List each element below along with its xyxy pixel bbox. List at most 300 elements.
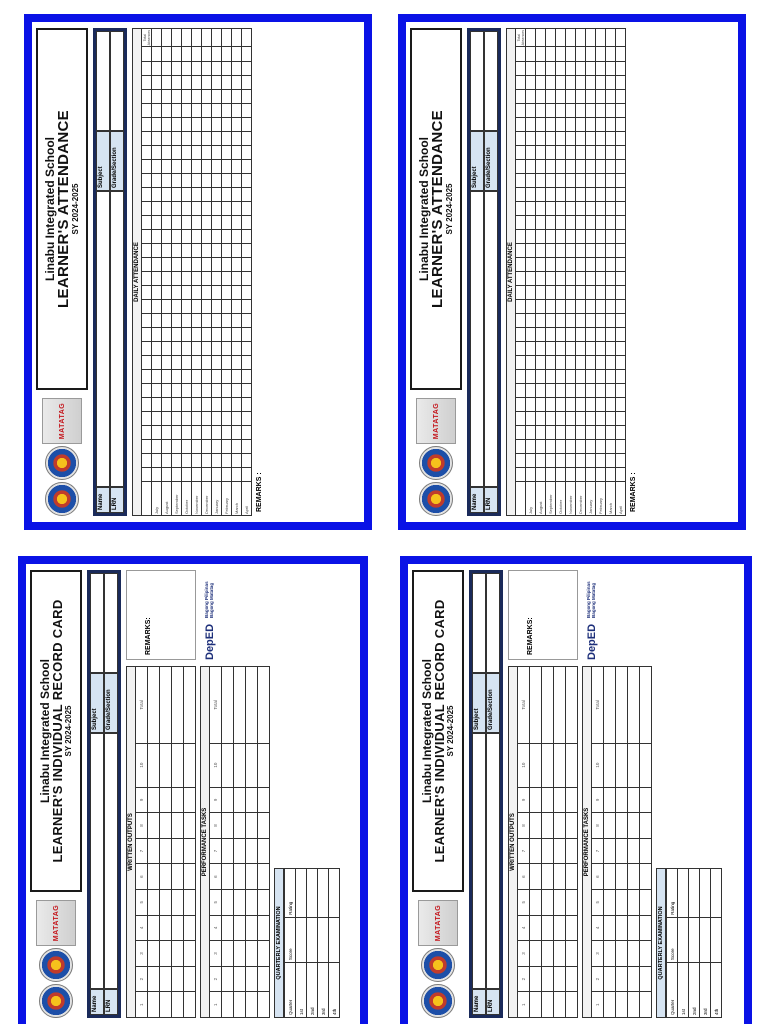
day-cell[interactable] <box>596 313 606 327</box>
score-cell[interactable] <box>566 838 578 864</box>
day-cell[interactable] <box>586 257 596 271</box>
day-cell[interactable] <box>152 383 162 397</box>
day-cell[interactable] <box>202 187 212 201</box>
total-cell[interactable] <box>566 29 576 47</box>
day-cell[interactable] <box>616 397 626 411</box>
score-cell[interactable] <box>246 864 258 890</box>
score-cell[interactable] <box>542 743 554 787</box>
day-cell[interactable] <box>232 173 242 187</box>
day-cell[interactable] <box>182 453 192 467</box>
day-cell[interactable] <box>202 299 212 313</box>
day-cell[interactable] <box>172 467 182 481</box>
day-cell[interactable] <box>616 355 626 369</box>
day-cell[interactable] <box>212 131 222 145</box>
day-cell[interactable] <box>232 313 242 327</box>
day-cell[interactable] <box>546 299 556 313</box>
day-cell[interactable] <box>586 341 596 355</box>
day-cell[interactable] <box>616 75 626 89</box>
day-cell[interactable] <box>222 131 232 145</box>
day-cell[interactable] <box>162 453 172 467</box>
day-cell[interactable] <box>232 285 242 299</box>
quarter-score-cell[interactable] <box>678 917 689 962</box>
day-cell[interactable] <box>202 145 212 159</box>
total-cell[interactable] <box>606 29 616 47</box>
day-cell[interactable] <box>172 145 182 159</box>
day-cell[interactable] <box>212 383 222 397</box>
score-cell[interactable] <box>554 966 566 992</box>
day-cell[interactable] <box>232 439 242 453</box>
day-cell[interactable] <box>152 229 162 243</box>
day-cell[interactable] <box>192 383 202 397</box>
day-cell[interactable] <box>242 341 252 355</box>
day-cell[interactable] <box>606 299 616 313</box>
day-cell[interactable] <box>242 103 252 117</box>
day-cell[interactable] <box>526 453 536 467</box>
day-cell[interactable] <box>192 299 202 313</box>
day-cell[interactable] <box>586 243 596 257</box>
day-cell[interactable] <box>172 299 182 313</box>
day-cell[interactable] <box>212 327 222 341</box>
day-cell[interactable] <box>526 397 536 411</box>
day-cell[interactable] <box>566 453 576 467</box>
day-cell[interactable] <box>222 243 232 257</box>
day-cell[interactable] <box>606 215 616 229</box>
day-cell[interactable] <box>586 299 596 313</box>
day-cell[interactable] <box>182 257 192 271</box>
score-cell[interactable] <box>160 864 172 890</box>
score-cell[interactable] <box>604 941 616 967</box>
score-cell[interactable] <box>246 838 258 864</box>
day-cell[interactable] <box>586 383 596 397</box>
day-cell[interactable] <box>576 75 586 89</box>
score-cell[interactable] <box>542 838 554 864</box>
day-cell[interactable] <box>566 327 576 341</box>
day-cell[interactable] <box>172 215 182 229</box>
quarter-rating-cell[interactable] <box>296 869 307 918</box>
day-cell[interactable] <box>566 257 576 271</box>
day-cell[interactable] <box>222 145 232 159</box>
score-cell[interactable] <box>628 966 640 992</box>
day-cell[interactable] <box>242 243 252 257</box>
day-cell[interactable] <box>546 341 556 355</box>
day-cell[interactable] <box>232 243 242 257</box>
day-cell[interactable] <box>202 327 212 341</box>
day-cell[interactable] <box>596 215 606 229</box>
day-cell[interactable] <box>232 257 242 271</box>
day-cell[interactable] <box>596 341 606 355</box>
day-cell[interactable] <box>616 145 626 159</box>
name-field[interactable] <box>90 733 104 989</box>
day-cell[interactable] <box>546 369 556 383</box>
day-cell[interactable] <box>576 299 586 313</box>
day-cell[interactable] <box>212 89 222 103</box>
day-cell[interactable] <box>182 75 192 89</box>
day-cell[interactable] <box>546 313 556 327</box>
day-cell[interactable] <box>232 215 242 229</box>
score-cell[interactable] <box>542 813 554 839</box>
day-cell[interactable] <box>152 285 162 299</box>
day-cell[interactable] <box>182 313 192 327</box>
day-cell[interactable] <box>212 271 222 285</box>
day-cell[interactable] <box>152 453 162 467</box>
day-cell[interactable] <box>546 467 556 481</box>
day-cell[interactable] <box>242 173 252 187</box>
day-cell[interactable] <box>212 201 222 215</box>
day-cell[interactable] <box>556 369 566 383</box>
day-cell[interactable] <box>536 145 546 159</box>
day-cell[interactable] <box>526 159 536 173</box>
score-cell[interactable] <box>616 864 628 890</box>
score-cell[interactable] <box>566 889 578 915</box>
day-cell[interactable] <box>152 243 162 257</box>
day-cell[interactable] <box>556 411 566 425</box>
quarter-score-cell[interactable] <box>329 917 340 962</box>
day-cell[interactable] <box>202 131 212 145</box>
day-cell[interactable] <box>546 271 556 285</box>
score-cell[interactable] <box>246 992 258 1018</box>
day-cell[interactable] <box>616 201 626 215</box>
score-cell[interactable] <box>246 941 258 967</box>
score-cell[interactable] <box>616 966 628 992</box>
score-cell[interactable] <box>234 941 246 967</box>
day-cell[interactable] <box>566 145 576 159</box>
score-cell[interactable] <box>566 992 578 1018</box>
day-cell[interactable] <box>212 47 222 61</box>
day-cell[interactable] <box>162 201 172 215</box>
day-cell[interactable] <box>242 159 252 173</box>
day-cell[interactable] <box>586 75 596 89</box>
day-cell[interactable] <box>202 397 212 411</box>
score-cell[interactable] <box>148 667 160 744</box>
day-cell[interactable] <box>182 271 192 285</box>
day-cell[interactable] <box>526 145 536 159</box>
score-cell[interactable] <box>184 915 196 941</box>
score-cell[interactable] <box>258 889 270 915</box>
day-cell[interactable] <box>576 425 586 439</box>
day-cell[interactable] <box>222 341 232 355</box>
score-cell[interactable] <box>616 813 628 839</box>
day-cell[interactable] <box>222 425 232 439</box>
day-cell[interactable] <box>172 89 182 103</box>
day-cell[interactable] <box>162 145 172 159</box>
day-cell[interactable] <box>232 355 242 369</box>
day-cell[interactable] <box>152 145 162 159</box>
score-cell[interactable] <box>554 743 566 787</box>
day-cell[interactable] <box>172 453 182 467</box>
day-cell[interactable] <box>606 425 616 439</box>
day-cell[interactable] <box>162 271 172 285</box>
day-cell[interactable] <box>576 229 586 243</box>
day-cell[interactable] <box>596 439 606 453</box>
quarter-rating-cell[interactable] <box>689 869 700 918</box>
day-cell[interactable] <box>162 425 172 439</box>
day-cell[interactable] <box>192 131 202 145</box>
score-cell[interactable] <box>148 966 160 992</box>
day-cell[interactable] <box>566 439 576 453</box>
day-cell[interactable] <box>202 383 212 397</box>
day-cell[interactable] <box>222 299 232 313</box>
day-cell[interactable] <box>222 61 232 75</box>
day-cell[interactable] <box>606 131 616 145</box>
day-cell[interactable] <box>212 103 222 117</box>
score-cell[interactable] <box>234 787 246 813</box>
day-cell[interactable] <box>192 411 202 425</box>
day-cell[interactable] <box>192 215 202 229</box>
score-cell[interactable] <box>640 889 652 915</box>
score-cell[interactable] <box>172 941 184 967</box>
day-cell[interactable] <box>222 439 232 453</box>
day-cell[interactable] <box>566 383 576 397</box>
day-cell[interactable] <box>182 369 192 383</box>
day-cell[interactable] <box>606 103 616 117</box>
score-cell[interactable] <box>616 667 628 744</box>
day-cell[interactable] <box>556 173 566 187</box>
score-cell[interactable] <box>640 743 652 787</box>
day-cell[interactable] <box>546 215 556 229</box>
day-cell[interactable] <box>616 47 626 61</box>
lrn-field[interactable] <box>110 191 124 487</box>
day-cell[interactable] <box>536 201 546 215</box>
day-cell[interactable] <box>566 369 576 383</box>
score-cell[interactable] <box>234 813 246 839</box>
day-cell[interactable] <box>566 131 576 145</box>
day-cell[interactable] <box>536 411 546 425</box>
day-cell[interactable] <box>566 285 576 299</box>
score-cell[interactable] <box>530 864 542 890</box>
day-cell[interactable] <box>606 229 616 243</box>
day-cell[interactable] <box>606 75 616 89</box>
day-cell[interactable] <box>242 89 252 103</box>
day-cell[interactable] <box>232 201 242 215</box>
day-cell[interactable] <box>182 201 192 215</box>
day-cell[interactable] <box>586 271 596 285</box>
day-cell[interactable] <box>596 47 606 61</box>
quarter-score-cell[interactable] <box>689 917 700 962</box>
score-cell[interactable] <box>530 743 542 787</box>
day-cell[interactable] <box>222 327 232 341</box>
total-cell[interactable] <box>546 29 556 47</box>
day-cell[interactable] <box>212 369 222 383</box>
score-cell[interactable] <box>246 813 258 839</box>
day-cell[interactable] <box>232 271 242 285</box>
day-cell[interactable] <box>606 271 616 285</box>
day-cell[interactable] <box>616 467 626 481</box>
day-cell[interactable] <box>242 131 252 145</box>
day-cell[interactable] <box>192 61 202 75</box>
day-cell[interactable] <box>566 117 576 131</box>
day-cell[interactable] <box>596 411 606 425</box>
score-cell[interactable] <box>628 864 640 890</box>
day-cell[interactable] <box>536 299 546 313</box>
day-cell[interactable] <box>536 397 546 411</box>
day-cell[interactable] <box>172 397 182 411</box>
score-cell[interactable] <box>604 864 616 890</box>
day-cell[interactable] <box>556 243 566 257</box>
day-cell[interactable] <box>242 75 252 89</box>
score-cell[interactable] <box>246 787 258 813</box>
score-cell[interactable] <box>234 838 246 864</box>
day-cell[interactable] <box>152 327 162 341</box>
day-cell[interactable] <box>606 145 616 159</box>
day-cell[interactable] <box>242 201 252 215</box>
score-cell[interactable] <box>160 941 172 967</box>
day-cell[interactable] <box>152 467 162 481</box>
score-cell[interactable] <box>530 813 542 839</box>
day-cell[interactable] <box>222 411 232 425</box>
day-cell[interactable] <box>232 411 242 425</box>
day-cell[interactable] <box>172 201 182 215</box>
day-cell[interactable] <box>202 173 212 187</box>
day-cell[interactable] <box>556 117 566 131</box>
day-cell[interactable] <box>546 159 556 173</box>
day-cell[interactable] <box>616 159 626 173</box>
day-cell[interactable] <box>242 299 252 313</box>
score-cell[interactable] <box>566 787 578 813</box>
score-cell[interactable] <box>184 787 196 813</box>
day-cell[interactable] <box>162 313 172 327</box>
day-cell[interactable] <box>536 355 546 369</box>
day-cell[interactable] <box>192 173 202 187</box>
day-cell[interactable] <box>202 243 212 257</box>
total-cell[interactable] <box>222 29 232 47</box>
score-cell[interactable] <box>160 667 172 744</box>
day-cell[interactable] <box>222 173 232 187</box>
day-cell[interactable] <box>576 355 586 369</box>
score-cell[interactable] <box>222 992 234 1018</box>
score-cell[interactable] <box>148 838 160 864</box>
day-cell[interactable] <box>526 131 536 145</box>
day-cell[interactable] <box>606 355 616 369</box>
day-cell[interactable] <box>202 75 212 89</box>
score-cell[interactable] <box>246 889 258 915</box>
day-cell[interactable] <box>202 229 212 243</box>
day-cell[interactable] <box>182 285 192 299</box>
day-cell[interactable] <box>222 103 232 117</box>
day-cell[interactable] <box>212 117 222 131</box>
day-cell[interactable] <box>546 229 556 243</box>
day-cell[interactable] <box>546 411 556 425</box>
score-cell[interactable] <box>530 889 542 915</box>
day-cell[interactable] <box>596 425 606 439</box>
day-cell[interactable] <box>192 425 202 439</box>
day-cell[interactable] <box>152 411 162 425</box>
score-cell[interactable] <box>222 787 234 813</box>
day-cell[interactable] <box>526 355 536 369</box>
score-cell[interactable] <box>184 889 196 915</box>
day-cell[interactable] <box>172 117 182 131</box>
score-cell[interactable] <box>258 787 270 813</box>
score-cell[interactable] <box>148 813 160 839</box>
day-cell[interactable] <box>546 61 556 75</box>
day-cell[interactable] <box>222 271 232 285</box>
day-cell[interactable] <box>576 313 586 327</box>
day-cell[interactable] <box>162 383 172 397</box>
day-cell[interactable] <box>242 383 252 397</box>
day-cell[interactable] <box>606 439 616 453</box>
score-cell[interactable] <box>222 743 234 787</box>
day-cell[interactable] <box>616 369 626 383</box>
day-cell[interactable] <box>212 187 222 201</box>
score-cell[interactable] <box>616 787 628 813</box>
day-cell[interactable] <box>606 257 616 271</box>
day-cell[interactable] <box>596 173 606 187</box>
day-cell[interactable] <box>202 201 212 215</box>
day-cell[interactable] <box>162 439 172 453</box>
day-cell[interactable] <box>586 229 596 243</box>
grade-section-field[interactable] <box>484 31 498 131</box>
day-cell[interactable] <box>202 89 212 103</box>
day-cell[interactable] <box>596 201 606 215</box>
day-cell[interactable] <box>566 215 576 229</box>
day-cell[interactable] <box>242 369 252 383</box>
day-cell[interactable] <box>212 439 222 453</box>
day-cell[interactable] <box>536 369 546 383</box>
score-cell[interactable] <box>604 966 616 992</box>
day-cell[interactable] <box>172 271 182 285</box>
day-cell[interactable] <box>616 131 626 145</box>
day-cell[interactable] <box>202 453 212 467</box>
score-cell[interactable] <box>258 864 270 890</box>
score-cell[interactable] <box>604 838 616 864</box>
day-cell[interactable] <box>576 285 586 299</box>
day-cell[interactable] <box>556 61 566 75</box>
score-cell[interactable] <box>148 889 160 915</box>
score-cell[interactable] <box>616 992 628 1018</box>
day-cell[interactable] <box>596 243 606 257</box>
score-cell[interactable] <box>148 992 160 1018</box>
day-cell[interactable] <box>556 75 566 89</box>
score-cell[interactable] <box>616 889 628 915</box>
score-cell[interactable] <box>616 915 628 941</box>
day-cell[interactable] <box>242 467 252 481</box>
name-field[interactable] <box>96 191 110 487</box>
day-cell[interactable] <box>596 383 606 397</box>
day-cell[interactable] <box>182 383 192 397</box>
day-cell[interactable] <box>616 257 626 271</box>
score-cell[interactable] <box>148 743 160 787</box>
day-cell[interactable] <box>182 243 192 257</box>
day-cell[interactable] <box>556 89 566 103</box>
day-cell[interactable] <box>202 369 212 383</box>
score-cell[interactable] <box>160 743 172 787</box>
day-cell[interactable] <box>616 383 626 397</box>
day-cell[interactable] <box>222 467 232 481</box>
day-cell[interactable] <box>182 61 192 75</box>
score-cell[interactable] <box>222 813 234 839</box>
day-cell[interactable] <box>192 355 202 369</box>
day-cell[interactable] <box>606 369 616 383</box>
day-cell[interactable] <box>202 439 212 453</box>
day-cell[interactable] <box>526 201 536 215</box>
day-cell[interactable] <box>536 425 546 439</box>
day-cell[interactable] <box>182 159 192 173</box>
day-cell[interactable] <box>566 271 576 285</box>
day-cell[interactable] <box>222 89 232 103</box>
day-cell[interactable] <box>606 383 616 397</box>
day-cell[interactable] <box>616 103 626 117</box>
day-cell[interactable] <box>566 103 576 117</box>
day-cell[interactable] <box>526 383 536 397</box>
day-cell[interactable] <box>526 439 536 453</box>
day-cell[interactable] <box>222 117 232 131</box>
day-cell[interactable] <box>172 341 182 355</box>
day-cell[interactable] <box>576 201 586 215</box>
total-cell[interactable] <box>536 29 546 47</box>
score-cell[interactable] <box>222 941 234 967</box>
score-cell[interactable] <box>628 787 640 813</box>
day-cell[interactable] <box>212 313 222 327</box>
score-cell[interactable] <box>640 992 652 1018</box>
